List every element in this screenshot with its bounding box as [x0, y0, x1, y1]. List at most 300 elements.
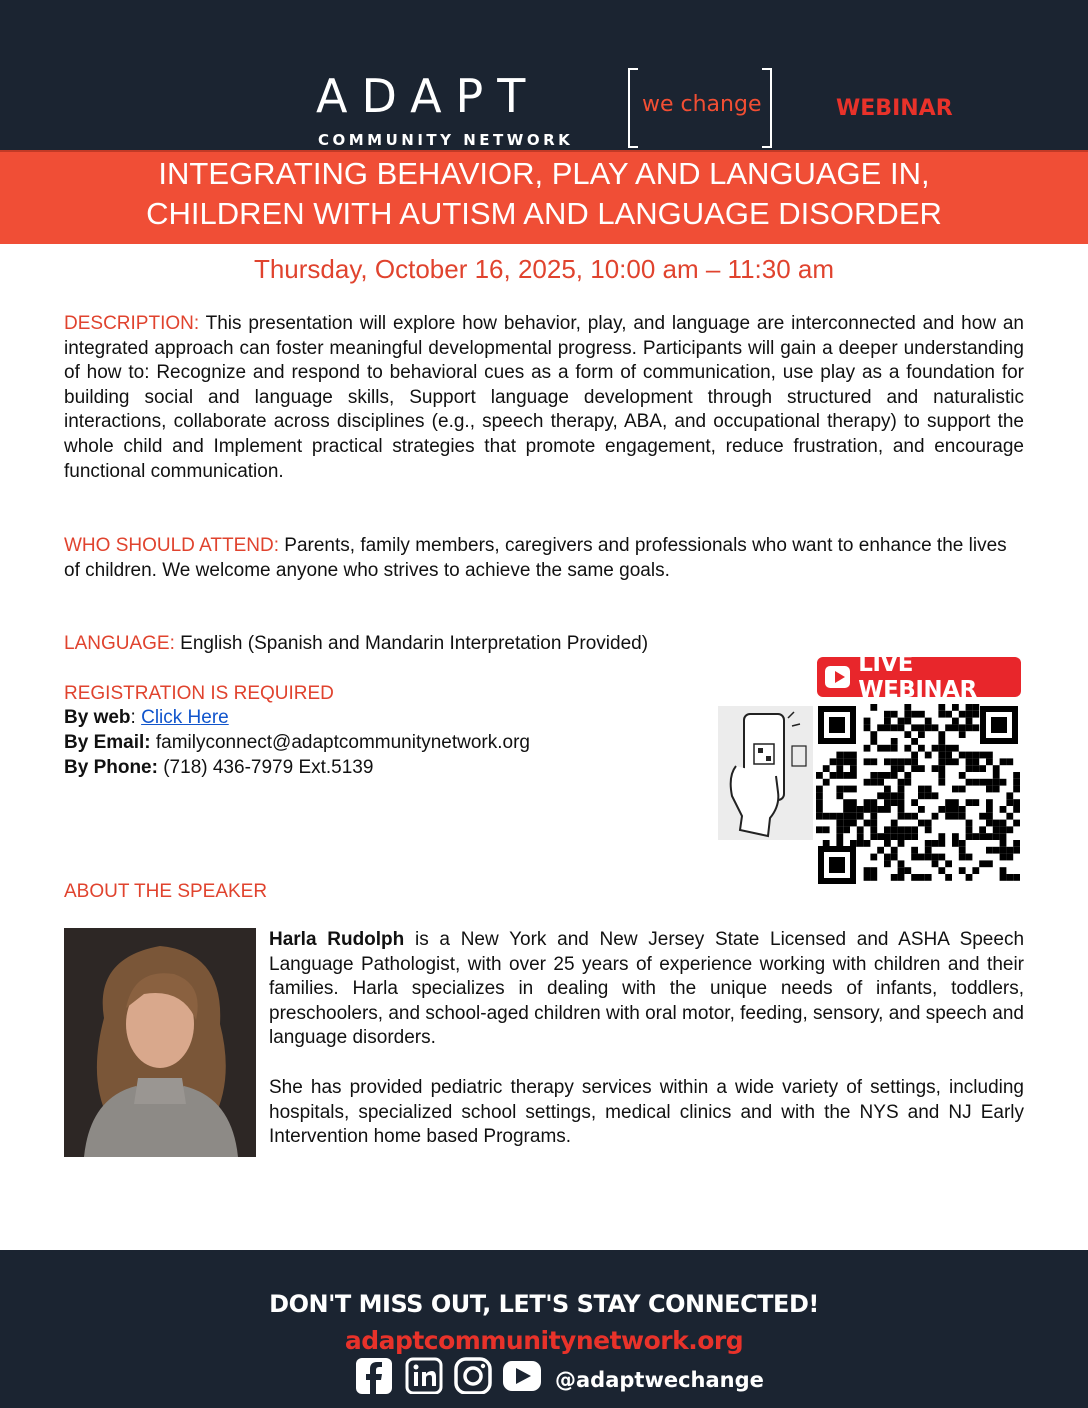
event-type-label: WEBINAR — [836, 96, 953, 121]
description-section — [64, 312, 1024, 484]
title-banner — [0, 150, 1088, 244]
qr-module — [870, 704, 877, 711]
qr-module — [972, 765, 979, 772]
qr-module — [911, 847, 918, 854]
qr-module — [864, 799, 871, 806]
qr-module — [932, 854, 939, 861]
qr-module — [1013, 806, 1020, 813]
qr-module — [884, 718, 891, 725]
qr-module — [843, 752, 850, 759]
qr-module — [993, 772, 1000, 779]
qr-module — [898, 826, 905, 833]
qr-module — [918, 806, 925, 813]
qr-module — [959, 840, 966, 847]
qr-module — [891, 772, 898, 779]
speaker-bio-2 — [269, 1076, 1024, 1150]
qr-module — [898, 806, 905, 813]
attend-text: Parents, family members, caregivers and professionals who want to enhance the lives of children. We welcome anyone who strives to achieve the same goals. — [64, 535, 1007, 581]
qr-module — [891, 792, 898, 799]
qr-module — [1000, 826, 1007, 833]
qr-module — [938, 867, 945, 874]
qr-module — [816, 772, 823, 779]
qr-module — [884, 833, 891, 840]
register-link[interactable]: Click Here — [141, 707, 229, 728]
qr-module — [938, 745, 945, 752]
qr-module — [932, 765, 939, 772]
qr-module — [925, 847, 932, 854]
qr-module — [823, 826, 830, 833]
qr-module — [870, 826, 877, 833]
qr-module — [911, 724, 918, 731]
live-webinar-badge — [817, 651, 1021, 703]
qr-module — [891, 799, 898, 806]
qr-module — [1013, 840, 1020, 847]
qr-module — [986, 813, 993, 820]
qr-module — [911, 738, 918, 745]
qr-module — [904, 867, 911, 874]
qr-module — [959, 752, 966, 759]
qr-module — [918, 711, 925, 718]
hand-phone-icon — [718, 706, 813, 840]
qr-module — [938, 854, 945, 861]
qr-module — [918, 765, 925, 772]
registration-phone — [64, 756, 373, 781]
brand-subtitle: COMMUNITY NETWORK — [318, 131, 574, 149]
qr-module — [884, 724, 891, 731]
qr-module — [857, 833, 864, 840]
qr-module — [864, 867, 871, 874]
qr-module — [993, 765, 1000, 772]
qr-module — [993, 786, 1000, 793]
qr-module — [952, 833, 959, 840]
qr-module — [945, 724, 952, 731]
description-text: This presentation will explore how behavior, play, and language are interconnected and how an integrated approach can foster meaningful developmental progress. Participants will gain a deeper understanding of how to: Recognize and respond to behavioral cues as a form of communication, use play as a foundation for building social and language skills, Support language development through structured and naturalistic interactions, collaborate across disciplines (e.g., speech therapy, ABA, and occupational therapy) to support the whole child and Implement practical strategies that promote engagement, reduce frustration, and encourage functional communication. — [64, 313, 1025, 482]
social-handle: @adaptwechange — [555, 1368, 764, 1392]
qr-module — [864, 820, 871, 827]
qr-module — [1013, 799, 1020, 806]
qr-module — [836, 752, 843, 759]
facebook-icon[interactable] — [356, 1358, 392, 1394]
qr-module — [870, 820, 877, 827]
qr-module — [972, 867, 979, 874]
qr-module — [1000, 833, 1007, 840]
qr-module — [884, 745, 891, 752]
qr-module — [898, 867, 905, 874]
qr-module — [1013, 772, 1020, 779]
qr-module — [1006, 874, 1013, 881]
qr-module — [932, 860, 939, 867]
instagram-icon[interactable] — [456, 1359, 490, 1393]
qr-module — [979, 833, 986, 840]
qr-module — [966, 799, 973, 806]
registration-heading: REGISTRATION IS REQUIRED — [64, 683, 334, 704]
qr-module — [938, 738, 945, 745]
qr-module — [925, 724, 932, 731]
qr-code[interactable] — [816, 704, 1020, 886]
qr-module — [952, 806, 959, 813]
qr-module — [884, 826, 891, 833]
qr-module — [952, 840, 959, 847]
qr-module — [925, 874, 932, 881]
phone-value: (718) 436-7979 Ext.5139 — [163, 757, 374, 778]
qr-module — [979, 779, 986, 786]
speaker-bio-1 — [269, 928, 1024, 1051]
qr-module — [986, 758, 993, 765]
qr-module — [836, 820, 843, 827]
qr-module — [1006, 826, 1013, 833]
qr-module — [979, 826, 986, 833]
qr-module — [925, 786, 932, 793]
qr-module — [945, 874, 952, 881]
qr-module — [945, 758, 952, 765]
speaker-bio-text-1: is a New York and New Jersey State Licensed and ASHA Speech Language Pathologist, with over 25 years of experience working with children and their families. Harla specializes in dealing with the unique needs of infants, toddlers, preschoolers, and school-aged children with oral motor, feeding, sensory, and speech and language disorders. — [269, 929, 1025, 1049]
qr-module — [884, 786, 891, 793]
qr-module — [850, 772, 857, 779]
qr-module — [959, 786, 966, 793]
qr-module — [993, 833, 1000, 840]
email-label: By Email: — [64, 732, 151, 753]
qr-module — [966, 854, 973, 861]
qr-module — [966, 874, 973, 881]
qr-module — [972, 799, 979, 806]
qr-module — [816, 806, 823, 813]
qr-module — [918, 786, 925, 793]
qr-module — [952, 799, 959, 806]
qr-module — [938, 765, 945, 772]
qr-module — [898, 792, 905, 799]
speaker-portrait — [64, 928, 256, 1157]
qr-module — [898, 874, 905, 881]
speaker-name: Harla Rudolph — [269, 929, 405, 950]
qr-module — [870, 779, 877, 786]
qr-module — [925, 718, 932, 725]
qr-module — [870, 738, 877, 745]
right-bracket — [762, 68, 772, 148]
qr-module — [850, 752, 857, 759]
qr-module — [877, 772, 884, 779]
linkedin-icon[interactable] — [407, 1359, 441, 1393]
qr-module — [850, 806, 857, 813]
qr-module — [911, 765, 918, 772]
qr-module — [945, 860, 952, 867]
qr-module — [843, 799, 850, 806]
qr-module — [836, 792, 843, 799]
qr-module — [911, 813, 918, 820]
qr-module — [870, 874, 877, 881]
qr-module — [898, 840, 905, 847]
qr-module — [945, 799, 952, 806]
qr-module — [952, 813, 959, 820]
qr-module — [959, 847, 966, 854]
qr-module — [884, 792, 891, 799]
qr-module — [986, 799, 993, 806]
left-bracket — [628, 68, 638, 148]
qr-module — [870, 813, 877, 820]
qr-module — [850, 813, 857, 820]
qr-module — [959, 731, 966, 738]
qr-module — [1006, 792, 1013, 799]
qr-module — [816, 792, 823, 799]
qr-module — [823, 840, 830, 847]
qr-module — [966, 833, 973, 840]
qr-module — [843, 786, 850, 793]
qr-module — [891, 874, 898, 881]
qr-module — [884, 711, 891, 718]
qr-module — [904, 779, 911, 786]
qr-module — [972, 711, 979, 718]
qr-module — [891, 758, 898, 765]
qr-module — [972, 833, 979, 840]
qr-module — [904, 826, 911, 833]
qr-module — [918, 820, 925, 827]
title-line-2: CHILDREN WITH AUTISM AND LANGUAGE DISORDER — [146, 196, 942, 231]
qr-module — [925, 854, 932, 861]
qr-module — [843, 772, 850, 779]
qr-module — [891, 833, 898, 840]
qr-module — [979, 765, 986, 772]
qr-module — [925, 752, 932, 759]
qr-module — [952, 704, 959, 711]
qr-module — [945, 752, 952, 759]
qr-module — [986, 860, 993, 867]
qr-module — [843, 806, 850, 813]
qr-module — [857, 826, 864, 833]
qr-module — [864, 724, 871, 731]
qr-module — [891, 738, 898, 745]
qr-module — [972, 758, 979, 765]
qr-module — [966, 758, 973, 765]
qr-module — [1013, 779, 1020, 786]
qr-module — [959, 854, 966, 861]
qr-module — [898, 860, 905, 867]
qr-module — [857, 813, 864, 820]
qr-module — [850, 799, 857, 806]
qr-module — [857, 806, 864, 813]
footer-cta: DON'T MISS OUT, LET'S STAY CONNECTED! — [269, 1290, 819, 1318]
qr-module — [898, 724, 905, 731]
qr-module — [877, 806, 884, 813]
qr-module — [945, 745, 952, 752]
qr-module — [1013, 786, 1020, 793]
qr-module — [972, 752, 979, 759]
qr-module — [966, 779, 973, 786]
qr-module — [918, 731, 925, 738]
qr-module — [904, 772, 911, 779]
registration-email — [64, 731, 530, 756]
qr-module — [966, 704, 973, 711]
qr-module — [870, 867, 877, 874]
qr-module — [836, 765, 843, 772]
qr-module — [891, 765, 898, 772]
qr-module — [1006, 847, 1013, 854]
qr-module — [918, 792, 925, 799]
qr-module — [898, 758, 905, 765]
qr-module — [850, 758, 857, 765]
qr-module — [1000, 840, 1007, 847]
qr-module — [884, 758, 891, 765]
description-label: DESCRIPTION: — [64, 313, 200, 334]
qr-module — [864, 874, 871, 881]
qr-module — [959, 813, 966, 820]
social-icons — [355, 1356, 545, 1394]
qr-module — [836, 833, 843, 840]
qr-module — [966, 820, 973, 827]
qr-module — [966, 765, 973, 772]
qr-module — [938, 711, 945, 718]
qr-module — [932, 745, 939, 752]
qr-module — [904, 704, 911, 711]
qr-module — [843, 758, 850, 765]
qr-module — [993, 847, 1000, 854]
qr-module — [1006, 813, 1013, 820]
qr-module — [911, 854, 918, 861]
qr-module — [891, 847, 898, 854]
qr-module — [864, 718, 871, 725]
qr-module — [918, 745, 925, 752]
qr-module — [966, 752, 973, 759]
qr-module — [870, 854, 877, 861]
qr-module — [870, 833, 877, 840]
qr-module — [857, 840, 864, 847]
qr-module — [850, 820, 857, 827]
tagline: we change — [642, 92, 762, 117]
qr-module — [979, 860, 986, 867]
qr-module — [1000, 758, 1007, 765]
qr-module — [870, 758, 877, 765]
qr-module — [1000, 867, 1007, 874]
phone-scan-illustration — [718, 706, 813, 840]
qr-module — [864, 779, 871, 786]
qr-module — [1000, 820, 1007, 827]
title-line-1: INTEGRATING BEHAVIOR, PLAY AND LANGUAGE IN, — [158, 156, 930, 191]
qr-module — [966, 826, 973, 833]
qr-module — [938, 758, 945, 765]
qr-module — [911, 752, 918, 759]
qr-module — [925, 840, 932, 847]
qr-module — [823, 813, 830, 820]
qr-module — [898, 813, 905, 820]
qr-module — [816, 826, 823, 833]
qr-module — [1006, 854, 1013, 861]
qr-module — [938, 833, 945, 840]
qr-module — [823, 765, 830, 772]
qr-module — [972, 724, 979, 731]
qr-module — [938, 731, 945, 738]
qr-module — [938, 772, 945, 779]
qr-module — [959, 772, 966, 779]
qr-module — [904, 745, 911, 752]
qr-module — [850, 786, 857, 793]
qr-module — [864, 806, 871, 813]
speaker-bio-text-2: She has provided pediatric therapy services within a wide variety of settings, including hospitals, specialized school settings, medical clinics and with the NYS and NJ Early Intervention home based Programs. — [269, 1077, 1024, 1148]
qr-module — [986, 833, 993, 840]
qr-module — [864, 758, 871, 765]
qr-module — [836, 813, 843, 820]
qr-module — [816, 786, 823, 793]
qr-module — [836, 758, 843, 765]
qr-module — [904, 758, 911, 765]
qr-module — [1013, 820, 1020, 827]
qr-module — [932, 840, 939, 847]
qr-module — [884, 840, 891, 847]
qr-module — [870, 806, 877, 813]
qr-module — [911, 799, 918, 806]
qr-module — [898, 765, 905, 772]
qr-module — [938, 806, 945, 813]
qr-module — [836, 826, 843, 833]
live-badge-label: LIVE WEBINAR — [858, 651, 977, 703]
qr-module — [836, 786, 843, 793]
email-value: familyconnect@adaptcommunitynetwork.org — [155, 732, 530, 753]
brand-logo: ADAPT — [316, 69, 540, 123]
qr-module — [979, 752, 986, 759]
qr-module — [938, 752, 945, 759]
qr-module — [877, 847, 884, 854]
registration-web: By web: Click Here — [64, 707, 229, 728]
qr-module — [877, 779, 884, 786]
qr-module — [816, 799, 823, 806]
qr-module — [1006, 758, 1013, 765]
qr-module — [891, 826, 898, 833]
qr-module — [918, 854, 925, 861]
speaker-heading: ABOUT THE SPEAKER — [64, 881, 268, 902]
qr-module — [1013, 847, 1020, 854]
qr-module — [843, 826, 850, 833]
attend-section — [64, 534, 1024, 583]
qr-module — [884, 806, 891, 813]
youtube-icon[interactable] — [503, 1361, 541, 1391]
qr-module — [898, 833, 905, 840]
qr-module — [816, 813, 823, 820]
qr-module — [836, 840, 843, 847]
qr-module — [904, 813, 911, 820]
qr-module — [925, 826, 932, 833]
qr-module — [918, 724, 925, 731]
qr-module — [891, 854, 898, 861]
qr-module — [972, 779, 979, 786]
qr-module — [850, 840, 857, 847]
qr-module — [891, 711, 898, 718]
qr-module — [959, 867, 966, 874]
qr-module — [925, 820, 932, 827]
qr-module — [952, 758, 959, 765]
qr-module — [870, 731, 877, 738]
qr-module — [959, 806, 966, 813]
qr-module — [843, 813, 850, 820]
qr-module — [918, 874, 925, 881]
qr-module — [823, 779, 830, 786]
qr-module — [1000, 779, 1007, 786]
qr-module — [1013, 874, 1020, 881]
qr-module — [904, 833, 911, 840]
phone-label: By Phone: — [64, 757, 158, 778]
footer-website[interactable]: adaptcommunitynetwork.org — [344, 1326, 744, 1355]
qr-module — [952, 786, 959, 793]
qr-module — [986, 820, 993, 827]
play-icon — [825, 666, 850, 688]
qr-module — [993, 779, 1000, 786]
qr-module — [925, 792, 932, 799]
qr-module — [898, 718, 905, 725]
qr-module — [986, 786, 993, 793]
qr-module — [911, 874, 918, 881]
qr-module — [877, 792, 884, 799]
qr-module — [911, 711, 918, 718]
qr-module — [1000, 854, 1007, 861]
qr-module — [904, 731, 911, 738]
qr-module — [945, 813, 952, 820]
qr-module — [993, 820, 1000, 827]
